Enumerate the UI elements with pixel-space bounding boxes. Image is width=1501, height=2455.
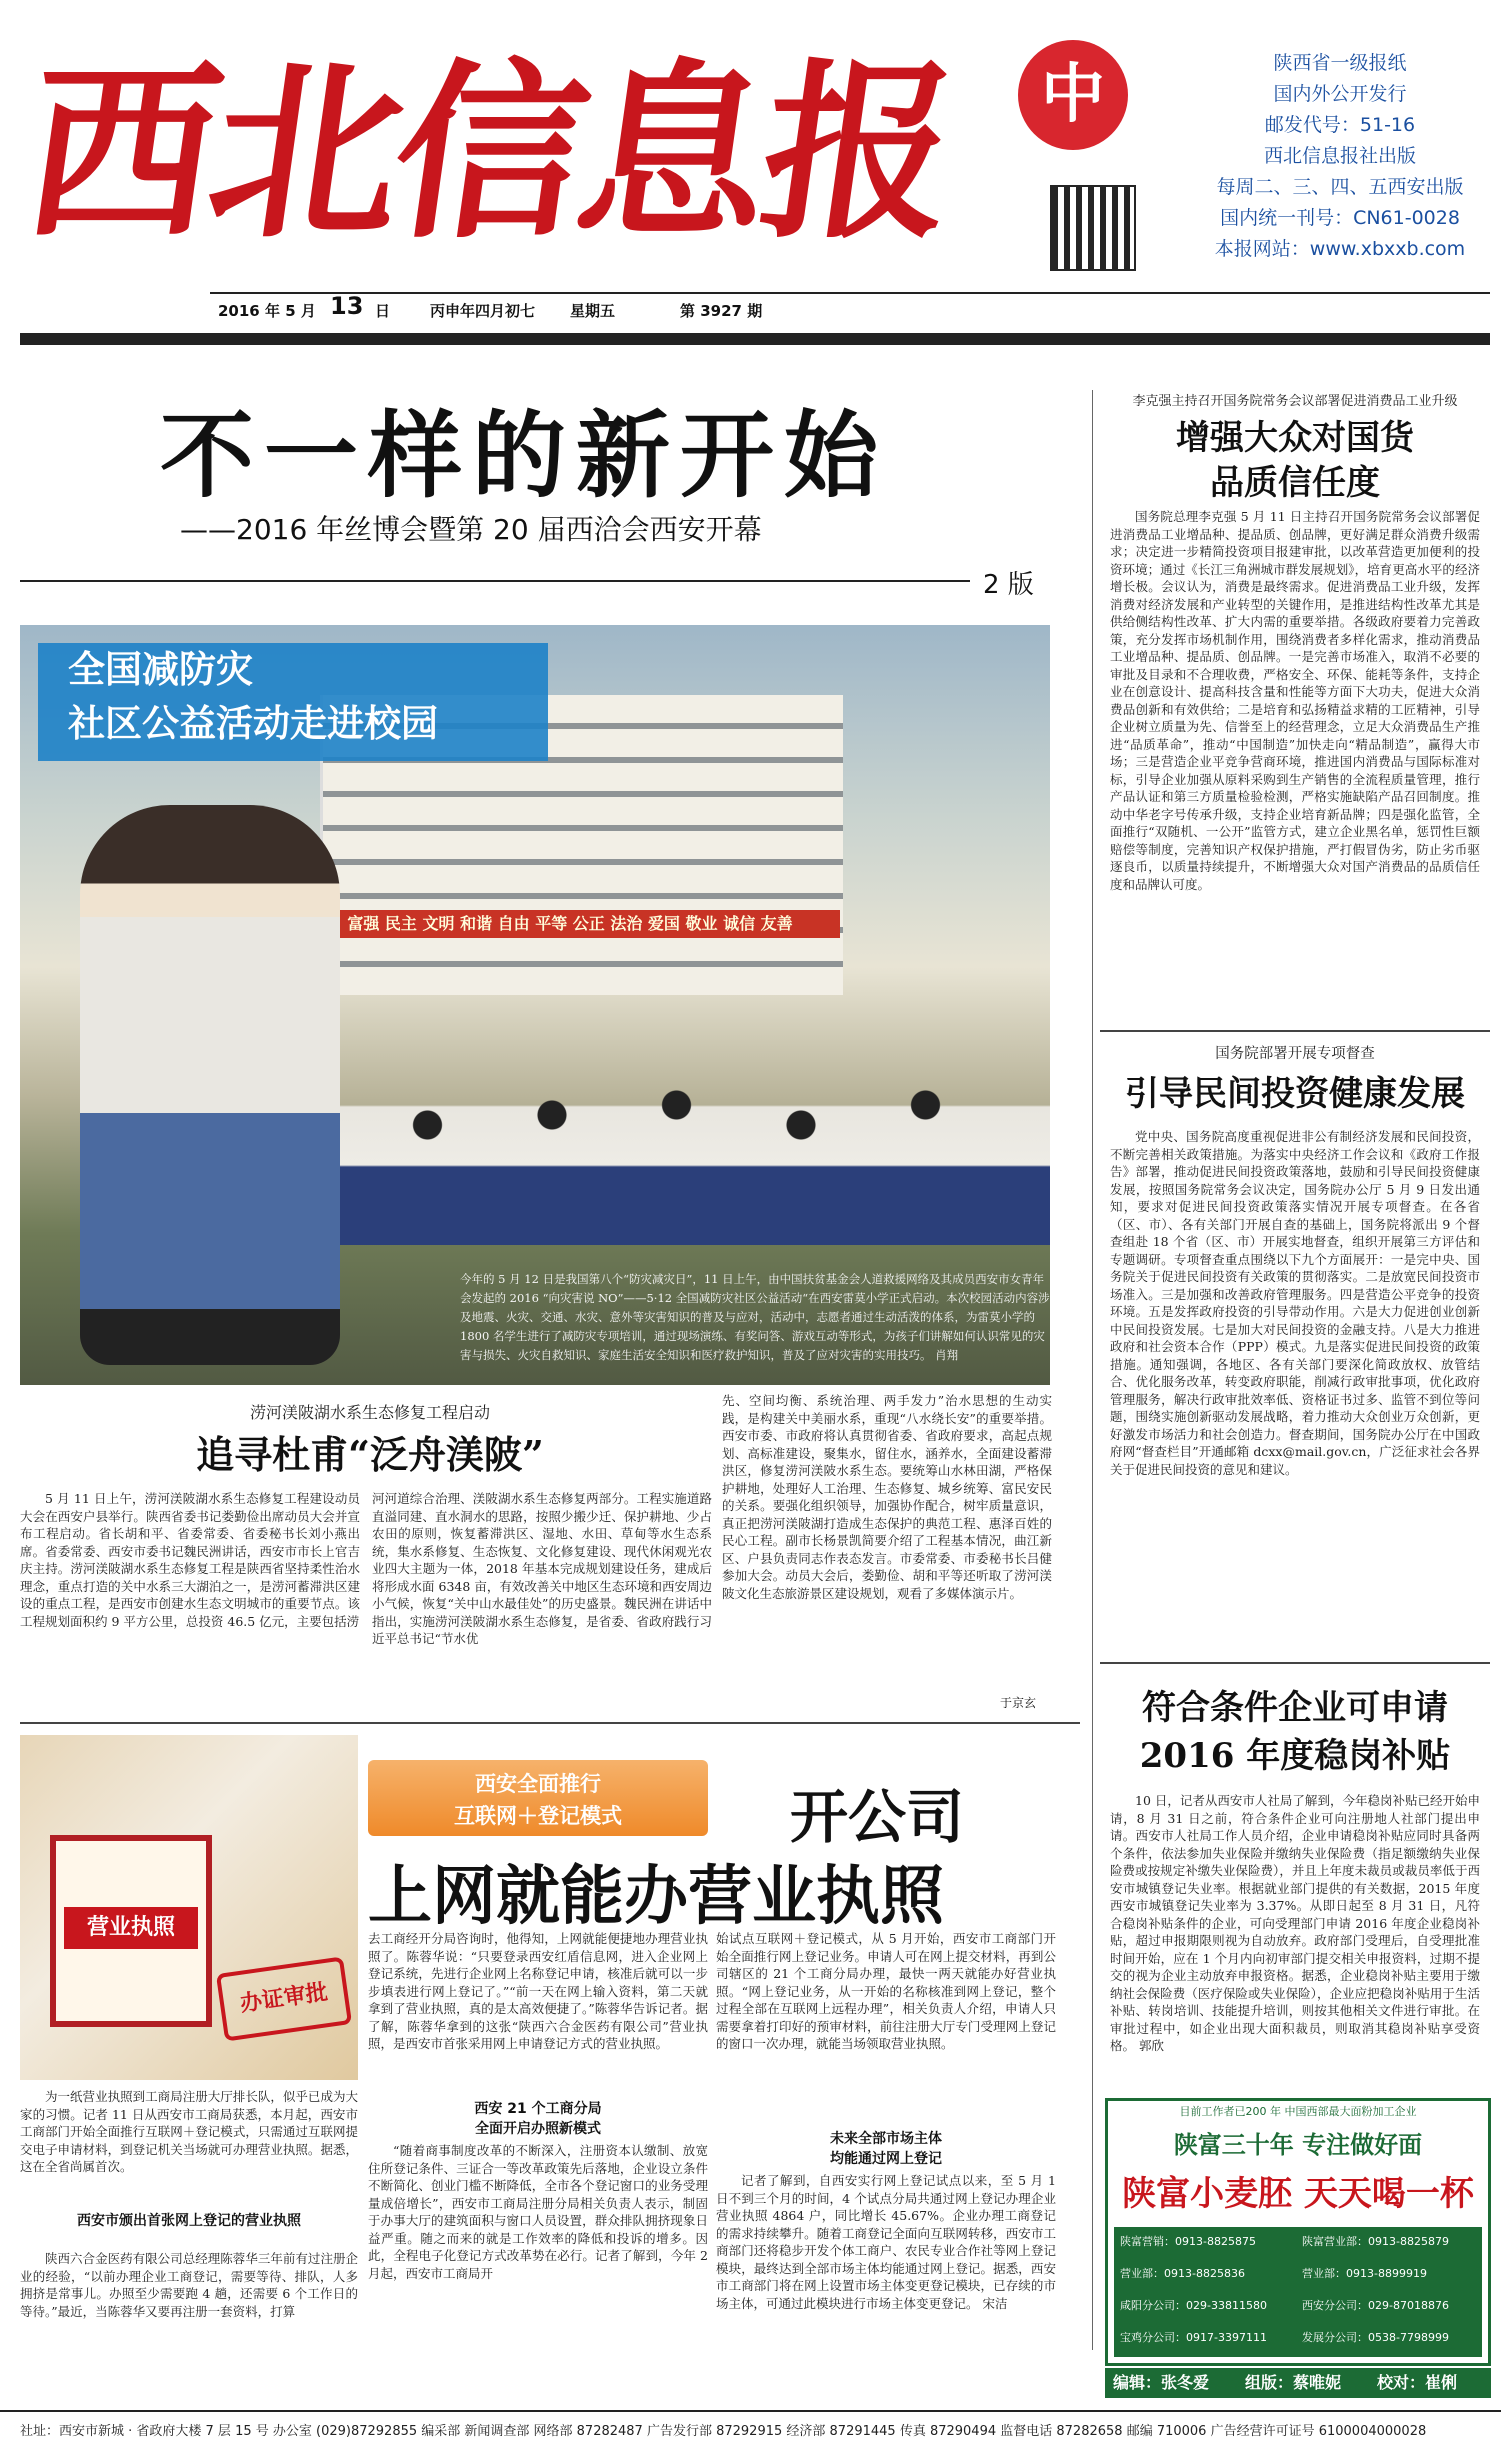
business-colA2: 陕西六合金医药有限公司总经理陈蓉华三年前有过注册企业的经验，“以前办理企业工商登记，需要等待、排队，人多拥挤是常事儿。办照至少需要跑 4 趟，还需要 6 个工作日的等待。”最近，当陈蓉华又要再注册一套资料，打算: [20, 2251, 358, 2319]
layout-name: 组版：蔡唯妮: [1245, 2373, 1342, 2392]
business-colB: 去工商经开分局咨询时，他得知，上网就能便捷地办理营业执照了。陈蓉华说：“只要登录西安红盾信息网，进入企业网上登记系统，先进行企业网上名称登记申请，核准后就可以一步步填表进行网上登记了。”“前一天在网上输入资料，第二天就拿到了营业执照，真的是太高效便捷了。”陈蓉华告诉记者。据了解，陈蓉华拿到的这张“陕西六合金医药有限公司”营业执照，是西安市首张采用网上申请登记方式的营业执照。: [368, 1931, 708, 2051]
middle1-headline: 追寻杜甫“泛舟渼陂”: [196, 1432, 544, 1477]
qr-code-icon: [1050, 185, 1136, 271]
ad-contact: 陕富营销：0913-8825875: [1120, 2235, 1256, 2248]
masthead: [12, 22, 1068, 284]
pub-info-line: 国内统一刊号：CN61-0028: [1220, 207, 1460, 229]
issue-number: 第 3927 期: [680, 302, 763, 320]
middle1-kicker: 涝河渼陂湖水系生态修复工程启动: [249, 1403, 490, 1422]
photo-students: [220, 1045, 1050, 1245]
seal-logo: 中: [1018, 40, 1128, 150]
ad-contact: 陕富营业部：0913-8825879: [1302, 2235, 1449, 2248]
middle1-col3: 先、空间均衡、系统治理、两手发力”治水思想的生动实践，是构建关中美丽水系，重现“八水绕长安”的重要举措。西安市委、市政府将认真贯彻省委、省政府要求，高起点规划、高标准建设，聚集水，留住水，涵养水，全面建设蓄滞洪区，修复涝河渼陂水系生态。要统筹山水林田湖，严格保护耕地，处理好人工治理、生态修复、城乡统筹、富民安民的关系。要强化组织领导，加强协作配合，树牢质量意识，真正把涝河渼陂湖打造成生态保护的典范工程、惠泽百姓的民心工程。副市长杨景凯简要介绍了工程基本情况，曲江新区、户县负责同志作表态发言。市委常委、市委秘书长吕健参加大会。动员大会后，娄勤俭、胡和平等还听取了涝河渼陂文化生态旅游景区建设规划，观看了多媒体演示片。: [722, 1393, 1052, 1601]
right3-body: 10 日，记者从西安市人社局了解到，今年稳岗补贴已经开始申请，8 月 31 日之前，符合条件企业可向注册地人社部门提出申请。西安市人社局工作人员介绍，企业申请稳岗补贴应同时具备两个条件，依法参加失业保险并缴纳失业保险费（指足额缴纳失业保险费或按规定补缴失业保险费），并且上年度未裁员或裁员率低于西安市城镇登记失业率。根据就业部门提供的有关数据，2015 年度西安市城镇登记失业率为 3.37%。从即日起至 8 月 31 日，凡符合稳岗补贴条件的企业，可向受理部门申请 2016 年度企业稳岗补贴，超过申报期限则视为自动放弃。政府部门受理后，自受理批准时间开始，应在 1 个月内向初审部门提交相关申报资料，过期不提交的视为企业主动放弃申报资格。据悉，企业稳岗补贴主要用于缴纳社会保险费（医疗保险或失业保险），企业应把稳岗补贴用于生活补贴、转岗培训、技能提升培训，则按其他相关文件进行审批。在审批过程中，如企业出现大面积裁员，则取消其稳岗补贴享受资格。 郭欣: [1110, 1793, 1480, 2053]
date-weekday: 星期五: [570, 302, 616, 320]
right1-kicker: 李克强主持召开国务院常务会议部署促进消费品工业升级: [1132, 394, 1458, 409]
editor-name: 编辑：张冬爱: [1113, 2373, 1210, 2392]
business-tag-line1: 西安全面推行: [475, 1772, 601, 1796]
lead-subhead: ——2016 年丝博会暨第 20 届西洽会西安开幕: [180, 513, 762, 546]
lead-headline: 不一样的新开始: [160, 402, 889, 511]
business-subC1: 未来全部市场主体: [830, 2131, 942, 2147]
date-lunar: 丙申年四月初七: [430, 302, 536, 320]
photo-banner-text: 富强 民主 文明 和谐 自由 平等 公正 法治 爱国 敬业 诚信 友善: [300, 910, 840, 938]
business-headline-1: 开公司: [790, 1783, 965, 1851]
business-subB1: 西安 21 个工商分局: [474, 2101, 602, 2117]
business-colC2: 记者了解到，自西安实行网上登记试点以来，至 5 月 1 日不到三个月的时间，4 个试点分局共通过网上登记办理企业营业执照 4864 户，同比增长 45.67%。企业办理工商登记的需求持续攀升。随着工商登记全面向互联网转移，西安市工商部门还将稳步开发个体工商户、农民专业合作社等网上登记模块，最终达到全部市场主体均能通过网上登记。据悉，西安市工商部门将在网上设置市场主体变更登记模块，已存续的市场主体，可通过此模块进行市场主体变更登记。 宋洁: [716, 2173, 1056, 2311]
pub-info-line: 西北信息报社出版: [1263, 145, 1416, 167]
business-license-image: [20, 1735, 358, 2080]
column-divider: [1092, 390, 1093, 2350]
ad-contact: 营业部：0913-8825836: [1120, 2267, 1245, 2280]
right1-headline-2: 品质信任度: [1210, 463, 1380, 503]
ad-slogan: 陕富三十年 专注做好面: [1173, 2130, 1423, 2159]
right2-kicker: 国务院部署开展专项督查: [1215, 1046, 1375, 1062]
date-day-unit: 日: [375, 302, 391, 320]
ad-contact: 发展分公司：0538-7798999: [1302, 2331, 1449, 2344]
business-colC: 始试点互联网＋登记模式，从 5 月开始，西安市工商部门开始全面推行网上登记业务。申请人可在网上提交材料，再到公司辖区的 21 个工商分局办理，最快一两天就能办好营业执照。“网上登记业务，从一开始的名称核准到网上登记，整个过程全部在互联网上远程办理”，相关负责人介绍，申请人只需要拿着打印好的预审材料，前往注册大厅专门受理网上登记的窗口一次办理，就能当场领取营业执照。: [716, 1931, 1056, 2051]
proof-name: 校对：崔俐: [1377, 2373, 1458, 2392]
ad-contact: 宝鸡分公司：0917-3397111: [1120, 2331, 1267, 2344]
photo-tag-line2: 社区公益活动走进校园: [68, 702, 438, 745]
business-subB2: 全面开启办照新模式: [475, 2121, 601, 2137]
business-headline-2: 上网就能办营业执照: [368, 1860, 944, 1934]
right2-body: 党中央、国务院高度重视促进非公有制经济发展和民间投资，不断完善相关政策措施。为落实中央经济工作会议和《政府工作报告》部署，推动促进民间投资政策落地，鼓励和引导民间投资健康发展，按照国务院常务会议决定，国务院办公厅 5 月 9 日发出通知，要求对促进民间投资政策落实情况开展专项督查。在各省（区、市）、各有关部门开展自查的基础上，国务院将派出 9 个督查组赴 18 个省（区、市）开展实地督查，组织开展第三方评估和专题调研。专项督查重点围绕以下九个方面展开：一是完中央、国务院关于促进民间投资有关政策的贯彻落实。二是放宽民间投资市场准入。三是加强和改善政府管理服务。四是营造公平竞争的投资环境。五是发挥政府投资的引导带动作用。六是大力促进创业创新中民间投资发展。七是加大对民间投资的金融支持。八是大力推进政府和社会资本合作（PPP）模式。九是落实促进民间投资的政策措施。通知强调，各地区、各有关部门要深化简政放权、放管结合、优化服务改革，转变政府职能，削减行政审批事项，优化政府管理服务，解决行政审批效率低、资格证书过多、监管不到位等问题，围绕实施创新驱动发展战略，着力推动大众创业万众创新，更好激发市场活力和社会创造力。督查期间，国务院办公厅在中国政府网“督查栏目”开通邮箱 dcxx@mail.gov.cn，广泛征求社会各界关于促进民间投资的意见和建议。: [1110, 1129, 1480, 1477]
dateline: [210, 290, 1490, 330]
date-year-month: 2016 年 5 月: [218, 302, 316, 320]
dateline-rule-bottom: [20, 333, 1490, 345]
approval-stamp: 办证审批: [216, 1956, 352, 2041]
right1-body: 国务院总理李克强 5 月 11 日主持召开国务院常务会议部署促进消费品工业增品种、提品质、创品牌，更好满足群众消费升级需求；决定进一步精简投资项目报建审批，以改革营造更加便利的投资环境；通过《长江三角洲城市群发展规划》，培育更高水平的经济增长极。会议认为，消费是最终需求。促进消费品工业升级，发挥消费对经济发展和产业转型的关键作用，是推进结构性改革尤其是供给侧结构性改革、扩大内需的重要举措。各级政府要着力完善政策，充分发挥市场机制作用，围绕消费者多样化需求，推动消费品工业增品种、提品质、创品牌。一是完善市场准入，取消不必要的审批及目录和不合理收费，严格安全、环保、能耗等条件，支持企业在创意设计、提高科技含量和性能等方面下大功夫，促进大众消费品创新和有效供给；二是培育和弘扬精益求精的工匠精神，引导企业树立质量为先、信誉至上的经营理念，立足大众消费品生产推进“品质革命”，推动“中国制造”加快走向“精品制造”，赢得大市场；三是营造企业平竞争营商环境，推进国内消费品与国际标准对标，引导企业加强从原料采购到生产销售的全流程质量管理，推行产品认证和第三方质量检验检测，严格实施缺陷产品召回制度。推动中华老字号传承升级，支持企业培育新品牌；四是强化监管，全面推行“双随机、一公开”监管方式，建立企业黑名单，惩罚性巨额赔偿等制度，完善知识产权保护措施，严打假冒伪劣，防止劣币驱逐良币，以质量持续提升，不断增强大众对国产消费品的品质信任度和品牌认可度。: [1110, 509, 1480, 892]
middle1-byline: 于京玄: [1000, 1696, 1037, 1710]
ad-main: 陕富小麦胚 天天喝一杯: [1122, 2174, 1474, 2214]
business-tag: [368, 1760, 708, 1836]
lead-photo: [20, 625, 1050, 1385]
photo-volunteer: [80, 805, 340, 1365]
business-colA: 为一纸营业执照到工商局注册大厅排长队，似乎已成为大家的习惯。记者 11 日从西安市工商局获悉，本月起，西安市工商部门开始全面推行互联网＋登记模式，只需通过互联网提交电子申请材料，到登记机关当场就可办理营业执照。据悉，这在全省尚属首次。: [20, 2089, 358, 2174]
photo-tag-line1: 全国减防灾: [68, 648, 253, 691]
right-rule-1: [1100, 1030, 1490, 1032]
masthead-title: 西北信息报: [12, 41, 964, 264]
pub-info-line: 每周二、三、四、五西安出版: [1216, 176, 1464, 198]
lead-rule: [20, 580, 970, 582]
business-subC2: 均能通过网上登记: [830, 2151, 942, 2167]
date-day: 13: [330, 292, 364, 320]
middle1-col2: 河河道综合治理、渼陂湖水系生态修复两部分。工程实施道路直溢同建、直水洞水的思路，按照少搬少迁、保护耕地、少占农田的原则，恢复蓄滞洪区、湿地、水田、草甸等水生态系统，集水系修复、生态恢复、文化修复建设、现代休闲观光农业四大主题为一体，2018 年基本完成规划建设任务，建成后将形成水面 6348 亩，有效改善关中地区生态环境和西安周边小气候，恢复“关中山水最佳处”的历史盛景。魏民洲在讲话中指出，实施涝河渼陂湖水系生态修复，是省委、省政府践行习近平总书记“节水优: [372, 1491, 712, 1646]
pub-info-line: 陕西省一级报纸: [1273, 52, 1407, 74]
business-subA: 西安市颁出首张网上登记的营业执照: [77, 2213, 301, 2229]
middle-rule: [20, 1722, 1080, 1724]
publication-info: [1190, 48, 1490, 265]
ad-contact: 西安分公司：029-87018876: [1302, 2299, 1449, 2312]
business-colB2: “随着商事制度改革的不断深入，注册资本认缴制、放宽住所登记条件、三证合一等改革政策先后落地，企业设立条件不断简化、创业门槛不断降低，全市各个登记窗口的业务受理量成倍增长”，西安市工商局注册分局相关负责人表示，制固于办事大厅的建筑面积与窗口人员设置，群众排队拥挤现象日益严重。随之而来的就是工作效率的降低和投诉的增多。因此，全程电子化登记方式改革势在必行。记者了解到，今年 2 月起，西安市工商局开: [368, 2143, 708, 2281]
middle1-col1: 5 月 11 日上午，涝河渼陂湖水系生态修复工程建设动员大会在西安户县举行。陕西省委书记娄勤俭出席动员大会并宣布工程启动。省长胡和平、省委常委、省委秘书长刘小燕出席。省委常委、西安市委书记魏民洲讲话，西安市市长上官吉庆主持。涝河渼陂湖水系生态修复工程是陕西省坚持柔性治水理念，重点打造的关中水系三大湖泊之一，是涝河蓄滞洪区建设的重点工程，是西安市创建水生态文明城市的重要节点。该工程规划面积约 9 平方公里，总投资 46.5 亿元，主要包括涝: [20, 1491, 360, 1629]
lead-page-ref: 2 版: [983, 570, 1034, 600]
right3-headline-1: 符合条件企业可申请: [1142, 1688, 1448, 1728]
editors-bar: [1105, 2368, 1491, 2398]
ad-contact: 咸阳分公司：029-33811580: [1120, 2299, 1267, 2312]
footer: 社址：西安市新城 · 省政府大楼 7 层 15 号 办公室 (029)87292855 编采部 新闻调查部 网络部 87282487 广告发行部 87292915 经济部 87291445 传真 87290494 监督电话 87282658 邮编 710006 广告经营许可证号 6100004000028: [20, 2424, 1427, 2439]
right3-headline-2: 2016 年度稳岗补贴: [1139, 1736, 1451, 1776]
license-frame: [50, 1835, 212, 2027]
photo-tag: [38, 643, 548, 761]
ad-box: [1105, 2098, 1491, 2366]
ad-top-line: 目前工作者已200 年 中国西部最大面粉加工企业: [1179, 2105, 1417, 2118]
ad-contacts: [1114, 2227, 1482, 2357]
business-tag-line2: 互联网＋登记模式: [454, 1804, 622, 1828]
right-rule-2: [1100, 1662, 1490, 1664]
license-label: 营业执照: [64, 1907, 198, 1949]
right1-headline-1: 增强大众对国货: [1176, 418, 1414, 458]
ad-contact: 营业部：0913-8899919: [1302, 2267, 1427, 2280]
pub-info-line: 邮发代号：51-16: [1264, 114, 1416, 136]
photo-caption: 今年的 5 月 12 日是我国第八个“防灾减灾日”，11 日上午，由中国扶贫基金会人道救援网络及其成员西安市女青年会发起的 2016 “向灾害说 NO”——5·12 全国减防灾社区公益活动“在西安雷莫小学正式启动。本次校园活动内容涉及地震、火灾、交通、水灾、意外等灾害知识的普及与应对，活动中，志愿者通过生动活泼的体系，为雷莫小学的 1800 名学生进行了减防灾专项培训，通过现场演练、有奖问答、游戏互动等形式，为孩子们讲解如何认识常见的灾害与损失、火灾自救知识、家庭生活安全知识和医疗救护知识，普及了应对灾害的实用技巧。 肖翔: [460, 1272, 1050, 1362]
pub-info-line: 本报网站：www.xbxxb.com: [1214, 238, 1466, 260]
footer-rule: [0, 2410, 1501, 2412]
right2-headline: 引导民间投资健康发展: [1125, 1074, 1465, 1114]
pub-info-line: 国内外公开发行: [1273, 83, 1407, 105]
